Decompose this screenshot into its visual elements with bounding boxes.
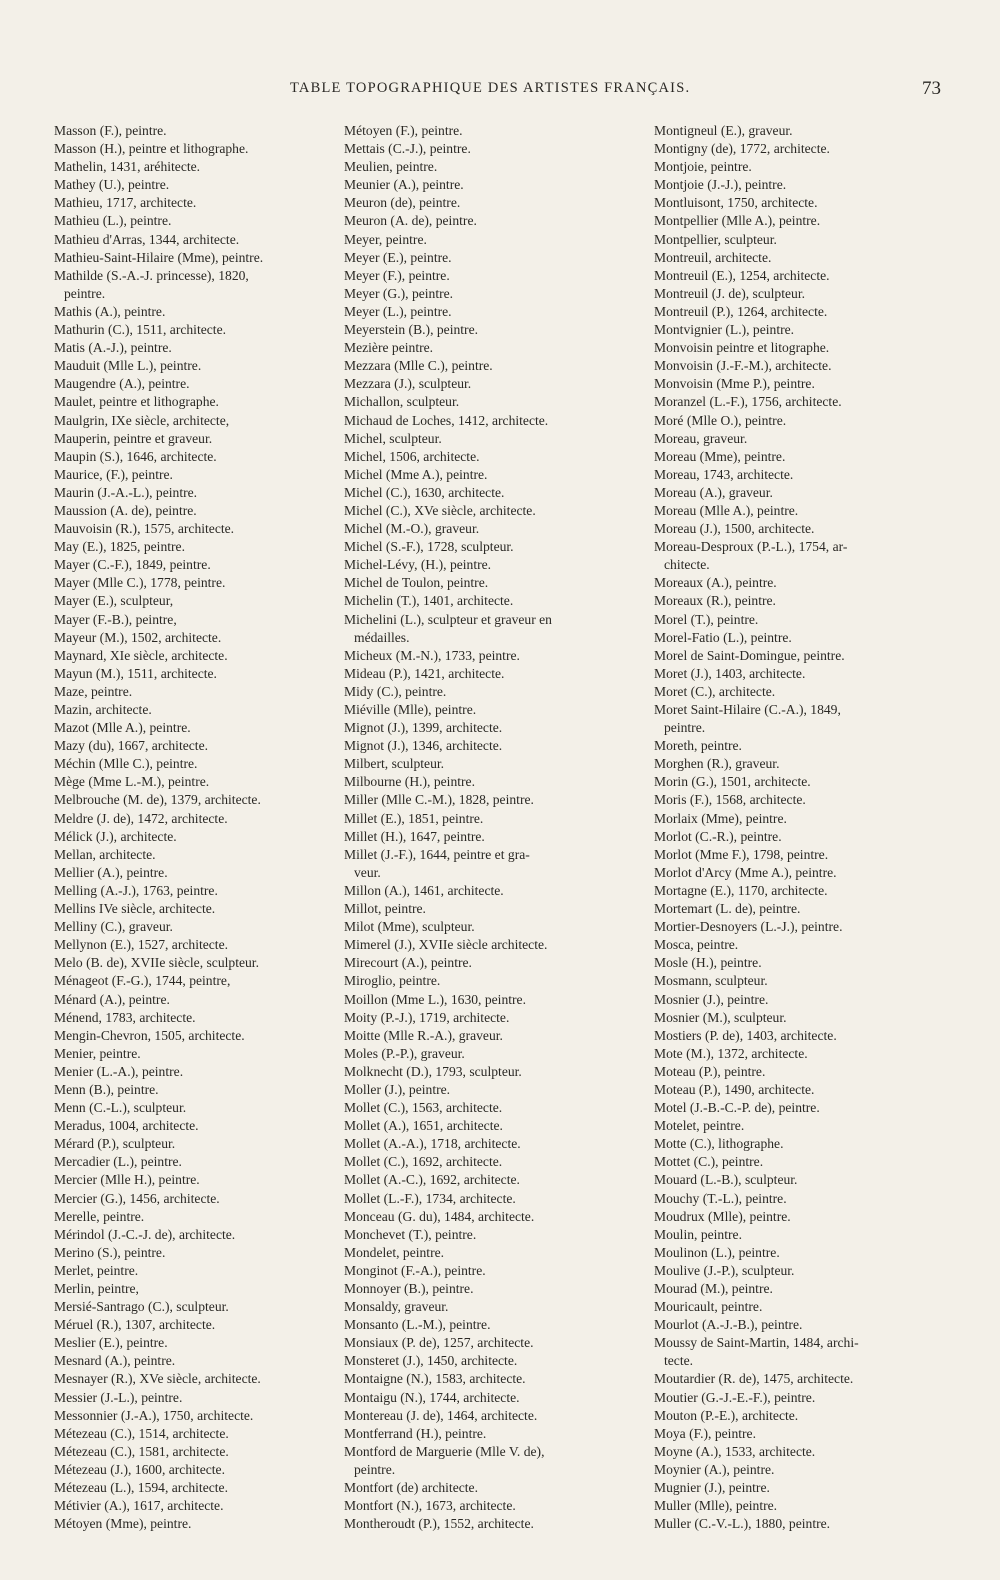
index-entry: Monchevet (T.), peintre. <box>344 1226 477 1242</box>
index-entry: Mengin-Chevron, 1505, architecte. <box>54 1027 245 1043</box>
index-entry: Masson (H.), peintre et lithographe. <box>54 141 249 157</box>
index-entry: Mathieu-Saint-Hilaire (Mme), peintre. <box>54 249 264 265</box>
index-entry: Mideau (P.), 1421, architecte. <box>344 665 505 681</box>
page-number: 73 <box>922 78 941 99</box>
index-entry: Michel (M.-O.), graveur. <box>344 521 480 537</box>
index-entry: Mourad (M.), peintre. <box>654 1281 773 1296</box>
index-entry: Motelet, peintre. <box>654 1118 745 1134</box>
index-entry: Moreaux (R.), peintre. <box>654 593 776 609</box>
index-entry: Morlot (Mme F.), 1798, peintre. <box>654 846 829 862</box>
index-entry: Montheroudt (P.), 1552, architecte. <box>344 1516 534 1532</box>
index-entry: Mathieu (L.), peintre. <box>54 213 172 229</box>
index-entry: peintre. <box>354 1461 396 1477</box>
index-entry: Meyer (L.), peintre. <box>344 303 452 319</box>
index-entry: Mersié-Santrago (C.), sculpteur. <box>54 1299 229 1315</box>
index-entry: Meyer (E.), peintre. <box>344 249 452 265</box>
index-entry: chitecte. <box>664 557 710 573</box>
index-entry: Micheux (M.-N.), 1733, peintre. <box>344 647 520 663</box>
index-entry: Métezeau (C.), 1581, architecte. <box>54 1443 229 1459</box>
index-entry: Monvoisin peintre et litographe. <box>654 340 830 356</box>
index-entry: Mollet (A.), 1651, architecte. <box>344 1118 503 1134</box>
index-entry: Métoyen (Mme), peintre. <box>54 1516 192 1532</box>
index-entry: Meuron (A. de), peintre. <box>344 213 477 229</box>
index-entry: Menier, peintre. <box>54 1045 141 1061</box>
index-entry: peintre. <box>64 285 106 301</box>
index-entry: Mélick (J.), architecte. <box>54 828 177 844</box>
index-entry: Mauvoisin (R.), 1575, architecte. <box>54 521 235 537</box>
index-entry: Menn (B.), peintre. <box>54 1081 159 1097</box>
index-entry: Michel (S.-F.), 1728, sculpteur. <box>344 539 514 555</box>
index-entry: Montford de Marguerie (Mlle V. de), <box>344 1443 545 1459</box>
index-entry: Milot (Mme), sculpteur. <box>344 919 475 935</box>
index-entry: Mirecourt (A.), peintre. <box>344 955 472 971</box>
index-entry: Ménend, 1783, architecte. <box>54 1009 196 1025</box>
index-entry: Merlet, peintre. <box>54 1262 139 1278</box>
index-entry: Melbrouche (M. de), 1379, architecte. <box>54 792 261 808</box>
index-entry: Moteau (P.), 1490, architecte. <box>654 1081 815 1097</box>
column-3 <box>654 122 954 1533</box>
index-entry: Moynier (A.), peintre. <box>654 1461 775 1477</box>
running-title: TABLE TOPOGRAPHIQUE DES ARTISTES FRANÇAIS. <box>290 80 691 96</box>
index-entry: Menier (L.-A.), peintre. <box>54 1063 184 1079</box>
index-entry: Mesnayer (R.), XVe siècle, architecte. <box>54 1371 261 1387</box>
index-entry: peintre. <box>664 720 706 736</box>
index-entry: Millon (A.), 1461, architecte. <box>344 882 504 898</box>
index-entry: Mignot (J.), 1399, architecte. <box>344 720 503 736</box>
index-entry: Moré (Mlle O.), peintre. <box>654 412 787 428</box>
index-entry: Millet (J.-F.), 1644, peintre et gra- <box>344 846 530 862</box>
index-entry: Montigny (de), 1772, architecte. <box>654 141 830 157</box>
index-entry: Moya (F.), peintre. <box>654 1425 756 1441</box>
index-entry: Mouard (L.-B.), sculpteur. <box>654 1172 798 1188</box>
index-entry: Midy (C.), peintre. <box>344 683 447 699</box>
index-entry: Monsanto (L.-M.), peintre. <box>344 1317 491 1333</box>
index-entry: Matis (A.-J.), peintre. <box>54 340 172 356</box>
index-entry: Miller (Mlle C.-M.), 1828, peintre. <box>344 792 534 808</box>
index-entry: Montfort (N.), 1673, architecte. <box>344 1498 516 1514</box>
index-entry: Maulet, peintre et lithographe. <box>54 394 219 410</box>
index-entry: Métezeau (L.), 1594, architecte. <box>54 1480 228 1496</box>
index-entry: Montreuil, architecte. <box>654 249 772 265</box>
index-entry: Meradus, 1004, architecte. <box>54 1118 199 1134</box>
index-entry: May (E.), 1825, peintre. <box>54 539 185 555</box>
index-entry: Moteau (P.), peintre. <box>654 1063 766 1079</box>
index-entry: Montaigne (N.), 1583, architecte. <box>344 1371 526 1387</box>
index-entry: Meyer (F.), peintre. <box>344 267 450 283</box>
index-entry: Monnoyer (B.), peintre. <box>344 1281 474 1296</box>
index-entry: Moreau-Desproux (P.-L.), 1754, ar- <box>654 539 848 555</box>
index-entry: Mosnier (J.), peintre. <box>654 991 769 1007</box>
index-entry: Mérard (P.), sculpteur. <box>54 1136 176 1152</box>
index-entry: Moles (P.-P.), graveur. <box>344 1045 465 1061</box>
index-entry: Mellynon (E.), 1527, architecte. <box>54 937 229 953</box>
index-entry: tecte. <box>664 1353 694 1369</box>
index-entry: Mercadier (L.), peintre. <box>54 1154 182 1170</box>
index-entry: Mesnard (A.), peintre. <box>54 1353 176 1369</box>
index-entry: Mollet (A.-A.), 1718, architecte. <box>344 1136 521 1152</box>
index-entry: Mottet (C.), peintre. <box>654 1154 764 1170</box>
index-entry: Ménageot (F.-G.), 1744, peintre, <box>54 973 231 989</box>
index-entry: Mollet (A.-C.), 1692, architecte. <box>344 1172 520 1188</box>
index-entry: Mouton (P.-E.), architecte. <box>654 1407 799 1423</box>
index-entry: Moreau, 1743, architecte. <box>654 466 794 482</box>
index-entry: Mezière peintre. <box>344 340 434 356</box>
index-entry: Meldre (J. de), 1472, architecte. <box>54 810 228 826</box>
index-entry: Mathilde (S.-A.-J. princesse), 1820, <box>54 267 249 283</box>
index-entry: Moulive (J.-P.), sculpteur. <box>654 1262 795 1278</box>
index-entry: Mondelet, peintre. <box>344 1244 445 1260</box>
index-entry: Mauperin, peintre et graveur. <box>54 430 213 446</box>
index-entry: Mellins IVe siècle, architecte. <box>54 901 216 917</box>
index-entry: Mellier (A.), peintre. <box>54 864 168 880</box>
index-entry: Moulin, peintre. <box>654 1226 742 1242</box>
index-entry: Morlaix (Mme), peintre. <box>654 810 787 826</box>
index-entry: Motel (J.-B.-C.-P. de), peintre. <box>654 1100 820 1116</box>
index-entry: Mosle (H.), peintre. <box>654 955 762 971</box>
index-entry: Mercier (Mlle H.), peintre. <box>54 1172 200 1188</box>
index-entry: Maulgrin, IXe siècle, architecte, <box>54 412 230 428</box>
index-entry: Monvoisin (J.-F.-M.), architecte. <box>654 358 832 374</box>
index-entry: Moitte (Mlle R.-A.), graveur. <box>344 1027 503 1043</box>
index-entry: Morin (G.), 1501, architecte. <box>654 774 811 790</box>
index-entry: Mayer (E.), sculpteur, <box>54 593 174 609</box>
index-entry: Michelin (T.), 1401, architecte. <box>344 593 514 609</box>
index-entry: Mayer (C.-F.), 1849, peintre. <box>54 557 211 573</box>
index-entry: Montereau (J. de), 1464, architecte. <box>344 1407 538 1423</box>
index-entry: Merelle, peintre. <box>54 1208 145 1224</box>
index-entry: Molknecht (D.), 1793, sculpteur. <box>344 1063 522 1079</box>
index-entry: médailles. <box>354 629 410 645</box>
index-entry: Mortemart (L. de), peintre. <box>654 901 801 917</box>
index-entry: Mège (Mme L.-M.), peintre. <box>54 774 210 790</box>
index-entry: Melo (B. de), XVIIe siècle, sculpteur. <box>54 955 259 971</box>
index-entry: Moreaux (A.), peintre. <box>654 575 777 591</box>
index-entry: Moreth, peintre. <box>654 738 742 754</box>
index-entry: Morlot (C.-R.), peintre. <box>654 828 782 844</box>
index-entry: Maurin (J.-A.-L.), peintre. <box>54 484 198 500</box>
index-entry: Miroglio, peintre. <box>344 973 441 989</box>
column-1 <box>54 122 329 1533</box>
index-entry: Montjoie (J.-J.), peintre. <box>654 177 787 193</box>
index-entry: Méchin (Mlle C.), peintre. <box>54 756 198 772</box>
index-entry: Monceau (G. du), 1484, architecte. <box>344 1208 535 1224</box>
index-entry: Montaigu (N.), 1744, architecte. <box>344 1389 520 1405</box>
index-entry: Mathurin (C.), 1511, architecte. <box>54 322 227 338</box>
index-entry: Michel, 1506, architecte. <box>344 448 480 464</box>
index-entry: Meslier (E.), peintre. <box>54 1335 168 1351</box>
index-entry: Moreau, graveur. <box>654 430 748 446</box>
index-entry: Montferrand (H.), peintre. <box>344 1425 487 1441</box>
index-entry: Monginot (F.-A.), peintre. <box>344 1262 486 1278</box>
index-entry: Michallon, sculpteur. <box>344 394 460 410</box>
index-entry: Mignot (J.), 1346, architecte. <box>344 738 503 754</box>
index-entry: Morel (T.), peintre. <box>654 611 759 627</box>
index-entry: Moity (P.-J.), 1719, architecte. <box>344 1009 510 1025</box>
index-entry: Millet (E.), 1851, peintre. <box>344 810 484 826</box>
index-entry: Morghen (R.), graveur. <box>654 756 780 772</box>
index-entry: Messier (J.-L.), peintre. <box>54 1389 183 1405</box>
index-entry: Montvignier (L.), peintre. <box>654 322 795 338</box>
index-entry: Monsiaux (P. de), 1257, architecte. <box>344 1335 534 1351</box>
index-entry: Maupin (S.), 1646, architecte. <box>54 448 217 464</box>
index-entry: Mostiers (P. de), 1403, architecte. <box>654 1027 837 1043</box>
index-entry: Melling (A.-J.), 1763, peintre. <box>54 882 218 898</box>
index-entry: Mourlot (A.-J.-B.), peintre. <box>654 1317 803 1333</box>
index-entry: Millet (H.), 1647, peintre. <box>344 828 485 844</box>
index-entry: Melliny (C.), graveur. <box>54 919 173 935</box>
index-entry: Montreuil (J. de), sculpteur. <box>654 285 806 301</box>
index-entry: Michelini (L.), sculpteur et graveur en <box>344 611 552 627</box>
index-entry: Moutier (G.-J.-E.-F.), peintre. <box>654 1389 816 1405</box>
index-entry: Mosmann, sculpteur. <box>654 973 768 989</box>
index-entry: Miéville (Mlle), peintre. <box>344 702 477 717</box>
index-entry: Monsaldy, graveur. <box>344 1299 449 1315</box>
index-entry: Moranzel (L.-F.), 1756, architecte. <box>654 394 842 410</box>
index-entry: Moudrux (Mlle), peintre. <box>654 1208 791 1224</box>
index-entry: Moret (J.), 1403, architecte. <box>654 665 806 681</box>
index-entry: Montluisont, 1750, architecte. <box>654 195 818 211</box>
index-entry: Mayer (F.-B.), peintre, <box>54 611 177 627</box>
index-entry: Morlot d'Arcy (Mme A.), peintre. <box>654 864 837 880</box>
index-entry: Meuron (de), peintre. <box>344 195 461 211</box>
index-entry: Mathey (U.), peintre. <box>54 177 170 193</box>
index-entry: Montfort (de) architecte. <box>344 1480 478 1496</box>
index-entry: Muller (Mlle), peintre. <box>654 1498 778 1514</box>
index-entry: Michel (C.), 1630, architecte. <box>344 484 505 500</box>
index-entry: Moller (J.), peintre. <box>344 1081 451 1097</box>
index-entry: Michel (C.), XVe siècle, architecte. <box>344 502 536 518</box>
index-entry: Montjoie, peintre. <box>654 159 752 175</box>
index-entry: Moyne (A.), 1533, architecte. <box>654 1443 816 1459</box>
index-entry: Mercier (G.), 1456, architecte. <box>54 1190 220 1206</box>
index-entry: Meulien, peintre. <box>344 159 438 175</box>
index-entry: Moreau (Mlle A.), peintre. <box>654 502 799 518</box>
index-entry: Moulinon (L.), peintre. <box>654 1244 780 1260</box>
index-entry: Mathieu, 1717, architecte. <box>54 195 197 211</box>
index-entry: Mouchy (T.-L.), peintre. <box>654 1190 787 1206</box>
index-entry: Moillon (Mme L.), 1630, peintre. <box>344 991 526 1007</box>
index-entry: Moret Saint-Hilaire (C.-A.), 1849, <box>654 702 841 717</box>
index-entry: Mote (M.), 1372, architecte. <box>654 1045 808 1061</box>
index-entry: Montreuil (E.), 1254, architecte. <box>654 267 830 283</box>
index-entry: Moussy de Saint-Martin, 1484, archi- <box>654 1335 859 1351</box>
index-entry: Merino (S.), peintre. <box>54 1244 166 1260</box>
index-entry: Maugendre (A.), peintre. <box>54 376 190 392</box>
index-entry: Mosca, peintre. <box>654 937 739 953</box>
index-entry: Michaud de Loches, 1412, architecte. <box>344 412 549 428</box>
index-entry: Michel de Toulon, peintre. <box>344 575 489 591</box>
index-entry: Morel-Fatio (L.), peintre. <box>654 629 792 645</box>
index-entry: Michel (Mme A.), peintre. <box>344 466 488 482</box>
index-entry: Moris (F.), 1568, architecte. <box>654 792 806 808</box>
index-entry: Moreau (A.), graveur. <box>654 484 773 500</box>
index-entry: Merlin, peintre, <box>54 1281 139 1296</box>
index-entry: Mortier-Desnoyers (L.-J.), peintre. <box>654 919 843 935</box>
index-entry: Maurice, (F.), peintre. <box>54 466 173 482</box>
index-entry: Mollet (C.), 1563, architecte. <box>344 1100 503 1116</box>
index-entry: Moutardier (R. de), 1475, architecte. <box>654 1371 854 1387</box>
index-entry: Mayer (Mlle C.), 1778, peintre. <box>54 575 226 591</box>
index-entry: Métoyen (F.), peintre. <box>344 123 463 138</box>
index-entry: Mathis (A.), peintre. <box>54 303 166 319</box>
index-entry: Michel, sculpteur. <box>344 430 442 446</box>
index-entry: Métivier (A.), 1617, architecte. <box>54 1498 224 1514</box>
index-entry: Michel-Lévy, (H.), peintre. <box>344 557 492 573</box>
index-entry: Meyer (G.), peintre. <box>344 285 454 301</box>
index-entry: Mezzara (Mlle C.), peintre. <box>344 358 493 374</box>
index-entry: Moreau (J.), 1500, architecte. <box>654 521 815 537</box>
index-entry: Mazin, architecte. <box>54 702 152 717</box>
index-entry: Mazy (du), 1667, architecte. <box>54 738 208 754</box>
index-entry: Mosnier (M.), sculpteur. <box>654 1009 787 1025</box>
index-entry: Motte (C.), lithographe. <box>654 1136 784 1152</box>
index-entry: Maze, peintre. <box>54 683 133 699</box>
index-entry: Montigneul (E.), graveur. <box>654 123 793 138</box>
index-entry: Milbourne (H.), peintre. <box>344 774 475 790</box>
index-entry: Milbert, sculpteur. <box>344 756 445 772</box>
index-entry: Ménard (A.), peintre. <box>54 991 170 1007</box>
index-entry: Maynard, XIe siècle, architecte. <box>54 647 228 663</box>
index-entry: Mellan, architecte. <box>54 846 156 862</box>
index-entry: Mathelin, 1431, aréhitecte. <box>54 159 201 175</box>
index-entry: Mollet (C.), 1692, architecte. <box>344 1154 503 1170</box>
index-entry: Millot, peintre. <box>344 901 426 917</box>
index-entry: Maussion (A. de), peintre. <box>54 502 197 518</box>
index-entry: Mayun (M.), 1511, architecte. <box>54 665 217 681</box>
index-entry: Meunier (A.), peintre. <box>344 177 464 193</box>
index-entry: veur. <box>354 864 381 880</box>
index-entry: Mezzara (J.), sculpteur. <box>344 376 472 392</box>
index-entry: Montpellier (Mlle A.), peintre. <box>654 213 821 229</box>
index-entry: Mouricault, peintre. <box>654 1299 763 1315</box>
index-entry: Montpellier, sculpteur. <box>654 231 777 247</box>
index-entry: Montreuil (P.), 1264, architecte. <box>654 303 828 319</box>
index-entry: Meyerstein (B.), peintre. <box>344 322 479 338</box>
index-entry: Mérindol (J.-C.-J. de), architecte. <box>54 1226 236 1242</box>
column-2 <box>344 122 636 1533</box>
index-entry: Méruel (R.), 1307, architecte. <box>54 1317 216 1333</box>
index-entry: Mugnier (J.), peintre. <box>654 1480 770 1496</box>
index-entry: Métezeau (C.), 1514, architecte. <box>54 1425 229 1441</box>
index-entry: Meyer, peintre. <box>344 231 427 247</box>
index-entry: Mauduit (Mlle L.), peintre. <box>54 358 202 374</box>
index-entry: Monvoisin (Mme P.), peintre. <box>654 376 815 392</box>
index-entry: Métezeau (J.), 1600, architecte. <box>54 1461 225 1477</box>
index-entry: Mimerel (J.), XVIIe siècle architecte. <box>344 937 548 953</box>
index-entry: Mortagne (E.), 1170, architecte. <box>654 882 828 898</box>
index-entry: Muller (C.-V.-L.), 1880, peintre. <box>654 1516 831 1532</box>
index-entry: Mathieu d'Arras, 1344, architecte. <box>54 231 240 247</box>
index-entry: Monsteret (J.), 1450, architecte. <box>344 1353 518 1369</box>
index-entry: Mettais (C.-J.), peintre. <box>344 141 471 157</box>
index-entry: Menn (C.-L.), sculpteur. <box>54 1100 187 1116</box>
index-entry: Masson (F.), peintre. <box>54 123 167 138</box>
index-entry: Moret (C.), architecte. <box>654 683 776 699</box>
index-entry: Morel de Saint-Domingue, peintre. <box>654 647 845 663</box>
index-entry: Mayeur (M.), 1502, architecte. <box>54 629 222 645</box>
index-entry: Mazot (Mlle A.), peintre. <box>54 720 191 736</box>
index-entry: Messonnier (J.-A.), 1750, architecte. <box>54 1407 254 1423</box>
index-entry: Moreau (Mme), peintre. <box>654 448 786 464</box>
index-entry: Mollet (L.-F.), 1734, architecte. <box>344 1190 516 1206</box>
